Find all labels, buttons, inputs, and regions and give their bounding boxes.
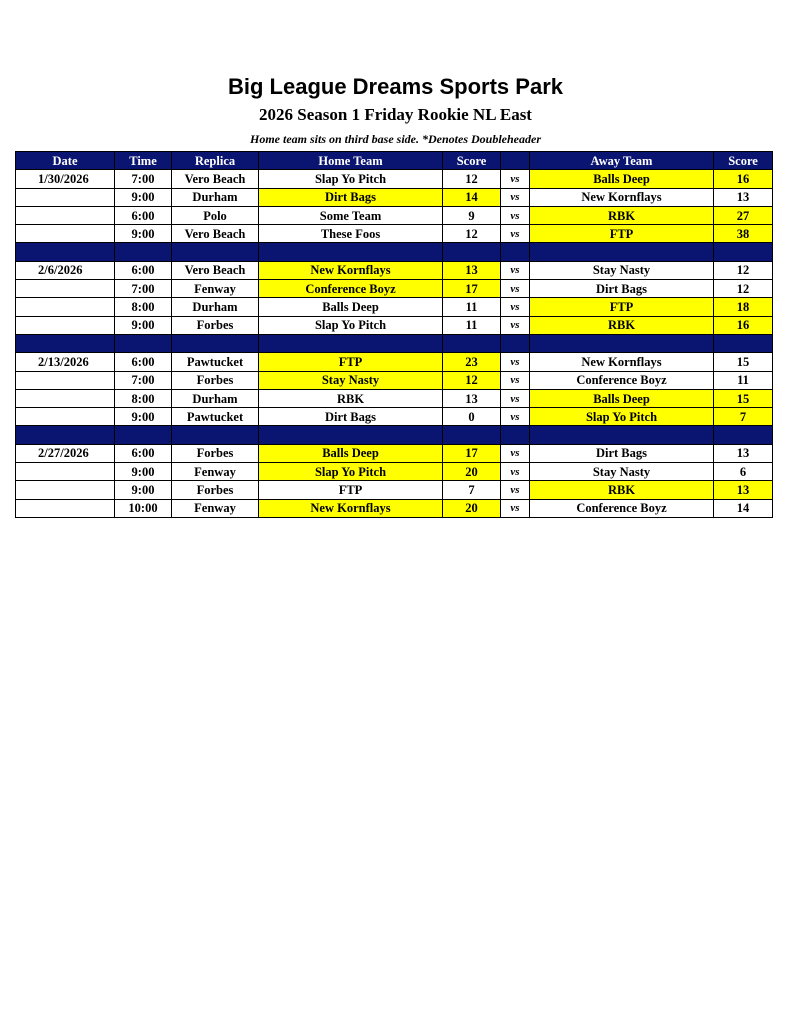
replica-cell: Durham <box>172 188 259 206</box>
separator-cell <box>501 243 530 261</box>
away-team-cell: Balls Deep <box>530 170 714 188</box>
header-vs <box>501 152 530 170</box>
vs-cell: vs <box>501 170 530 188</box>
date-cell <box>16 280 115 298</box>
away-team-cell: Dirt Bags <box>530 280 714 298</box>
separator-cell <box>115 426 172 444</box>
date-cell <box>16 481 115 499</box>
separator-cell <box>714 243 773 261</box>
table-row <box>16 225 773 243</box>
time-cell: 7:00 <box>115 280 172 298</box>
away-score-cell: 15 <box>714 389 773 407</box>
separator-cell <box>530 334 714 352</box>
vs-cell: vs <box>501 371 530 389</box>
away-team-cell: New Kornflays <box>530 188 714 206</box>
table-row <box>16 389 773 407</box>
replica-cell: Forbes <box>172 371 259 389</box>
home-score-cell: 7 <box>443 481 501 499</box>
table-row <box>16 206 773 224</box>
separator-cell <box>259 426 443 444</box>
page-subtitle: 2026 Season 1 Friday Rookie NL East <box>259 105 532 124</box>
vs-cell: vs <box>501 316 530 334</box>
away-score-cell: 13 <box>714 444 773 462</box>
replica-cell: Fenway <box>172 280 259 298</box>
separator-cell <box>115 243 172 261</box>
time-cell: 7:00 <box>115 371 172 389</box>
away-team-cell: Stay Nasty <box>530 463 714 481</box>
home-score-cell: 9 <box>443 206 501 224</box>
table-row <box>16 188 773 206</box>
home-score-cell: 12 <box>443 225 501 243</box>
header-away-team: Away Team <box>530 152 714 170</box>
home-score-cell: 13 <box>443 261 501 279</box>
home-team-cell: Balls Deep <box>259 298 443 316</box>
separator-cell <box>172 426 259 444</box>
vs-cell: vs <box>501 225 530 243</box>
home-team-cell: Dirt Bags <box>259 188 443 206</box>
away-team-cell: FTP <box>530 298 714 316</box>
away-score-cell: 38 <box>714 225 773 243</box>
header-away-score: Score <box>714 152 773 170</box>
away-score-cell: 13 <box>714 481 773 499</box>
vs-cell: vs <box>501 408 530 426</box>
home-score-cell: 20 <box>443 499 501 517</box>
away-score-cell: 12 <box>714 280 773 298</box>
header-home-team: Home Team <box>259 152 443 170</box>
vs-cell: vs <box>501 280 530 298</box>
replica-cell: Forbes <box>172 444 259 462</box>
separator-cell <box>714 426 773 444</box>
schedule-table <box>15 151 773 518</box>
replica-cell: Forbes <box>172 481 259 499</box>
separator-cell <box>16 334 115 352</box>
date-cell <box>16 408 115 426</box>
replica-cell: Forbes <box>172 316 259 334</box>
away-score-cell: 16 <box>714 316 773 334</box>
table-row <box>16 444 773 462</box>
vs-cell: vs <box>501 444 530 462</box>
separator-cell <box>443 243 501 261</box>
vs-cell: vs <box>501 188 530 206</box>
separator-cell <box>443 334 501 352</box>
schedule-body <box>16 170 773 518</box>
replica-cell: Vero Beach <box>172 261 259 279</box>
home-team-cell: Slap Yo Pitch <box>259 316 443 334</box>
week-separator-row <box>16 426 773 444</box>
time-cell: 9:00 <box>115 463 172 481</box>
replica-cell: Polo <box>172 206 259 224</box>
away-team-cell: RBK <box>530 316 714 334</box>
table-row <box>16 481 773 499</box>
date-cell <box>16 188 115 206</box>
page-title: Big League Dreams Sports Park <box>227 74 563 99</box>
home-team-cell: Some Team <box>259 206 443 224</box>
home-team-cell: These Foos <box>259 225 443 243</box>
away-score-cell: 15 <box>714 353 773 371</box>
separator-cell <box>530 426 714 444</box>
date-cell: 2/6/2026 <box>16 261 115 279</box>
time-cell: 7:00 <box>115 170 172 188</box>
separator-cell <box>501 334 530 352</box>
time-cell: 9:00 <box>115 481 172 499</box>
away-team-cell: Conference Boyz <box>530 499 714 517</box>
separator-cell <box>259 334 443 352</box>
date-cell <box>16 225 115 243</box>
away-team-cell: Slap Yo Pitch <box>530 408 714 426</box>
away-team-cell: RBK <box>530 206 714 224</box>
away-team-cell: Conference Boyz <box>530 371 714 389</box>
home-score-cell: 11 <box>443 298 501 316</box>
date-cell: 2/13/2026 <box>16 353 115 371</box>
away-team-cell: Balls Deep <box>530 389 714 407</box>
time-cell: 6:00 <box>115 444 172 462</box>
home-score-cell: 12 <box>443 371 501 389</box>
replica-cell: Vero Beach <box>172 225 259 243</box>
vs-cell: vs <box>501 389 530 407</box>
time-cell: 8:00 <box>115 298 172 316</box>
date-cell <box>16 371 115 389</box>
separator-cell <box>172 243 259 261</box>
date-cell: 2/27/2026 <box>16 444 115 462</box>
table-row <box>16 371 773 389</box>
home-team-cell: Slap Yo Pitch <box>259 463 443 481</box>
home-team-cell: Dirt Bags <box>259 408 443 426</box>
away-score-cell: 16 <box>714 170 773 188</box>
week-separator-row <box>16 243 773 261</box>
header-date: Date <box>16 152 115 170</box>
home-score-cell: 13 <box>443 389 501 407</box>
home-team-cell: Slap Yo Pitch <box>259 170 443 188</box>
separator-cell <box>172 334 259 352</box>
away-score-cell: 6 <box>714 463 773 481</box>
table-row <box>16 499 773 517</box>
home-team-cell: New Kornflays <box>259 261 443 279</box>
vs-cell: vs <box>501 353 530 371</box>
home-score-cell: 17 <box>443 280 501 298</box>
away-team-cell: New Kornflays <box>530 353 714 371</box>
replica-cell: Vero Beach <box>172 170 259 188</box>
time-cell: 10:00 <box>115 499 172 517</box>
date-cell <box>16 389 115 407</box>
away-score-cell: 11 <box>714 371 773 389</box>
home-score-cell: 20 <box>443 463 501 481</box>
home-team-cell: Stay Nasty <box>259 371 443 389</box>
separator-cell <box>259 243 443 261</box>
vs-cell: vs <box>501 298 530 316</box>
home-score-cell: 0 <box>443 408 501 426</box>
away-score-cell: 18 <box>714 298 773 316</box>
header-time: Time <box>115 152 172 170</box>
time-cell: 6:00 <box>115 353 172 371</box>
separator-cell <box>530 243 714 261</box>
home-team-cell: FTP <box>259 353 443 371</box>
replica-cell: Fenway <box>172 463 259 481</box>
away-score-cell: 13 <box>714 188 773 206</box>
table-header-row <box>16 152 773 170</box>
header-replica: Replica <box>172 152 259 170</box>
date-cell <box>16 499 115 517</box>
table-row <box>16 353 773 371</box>
time-cell: 9:00 <box>115 225 172 243</box>
replica-cell: Pawtucket <box>172 408 259 426</box>
table-row <box>16 280 773 298</box>
away-score-cell: 14 <box>714 499 773 517</box>
home-score-cell: 14 <box>443 188 501 206</box>
schedule-note: Home team sits on third base side. *Denotes Doubleheader <box>250 132 541 146</box>
date-cell <box>16 316 115 334</box>
away-score-cell: 27 <box>714 206 773 224</box>
replica-cell: Durham <box>172 298 259 316</box>
date-cell <box>16 206 115 224</box>
home-team-cell: RBK <box>259 389 443 407</box>
separator-cell <box>16 243 115 261</box>
table-row <box>16 261 773 279</box>
date-cell: 1/30/2026 <box>16 170 115 188</box>
away-score-cell: 12 <box>714 261 773 279</box>
vs-cell: vs <box>501 463 530 481</box>
time-cell: 9:00 <box>115 188 172 206</box>
week-separator-row <box>16 334 773 352</box>
vs-cell: vs <box>501 481 530 499</box>
replica-cell: Pawtucket <box>172 353 259 371</box>
separator-cell <box>115 334 172 352</box>
home-score-cell: 11 <box>443 316 501 334</box>
away-team-cell: Dirt Bags <box>530 444 714 462</box>
home-team-cell: Conference Boyz <box>259 280 443 298</box>
separator-cell <box>443 426 501 444</box>
separator-cell <box>714 334 773 352</box>
home-score-cell: 17 <box>443 444 501 462</box>
away-team-cell: FTP <box>530 225 714 243</box>
home-score-cell: 12 <box>443 170 501 188</box>
home-team-cell: Balls Deep <box>259 444 443 462</box>
away-score-cell: 7 <box>714 408 773 426</box>
replica-cell: Fenway <box>172 499 259 517</box>
table-row <box>16 298 773 316</box>
time-cell: 6:00 <box>115 261 172 279</box>
vs-cell: vs <box>501 206 530 224</box>
table-row <box>16 408 773 426</box>
separator-cell <box>501 426 530 444</box>
table-row <box>16 463 773 481</box>
vs-cell: vs <box>501 261 530 279</box>
time-cell: 9:00 <box>115 408 172 426</box>
vs-cell: vs <box>501 499 530 517</box>
table-row <box>16 316 773 334</box>
date-cell <box>16 463 115 481</box>
home-score-cell: 23 <box>443 353 501 371</box>
home-team-cell: New Kornflays <box>259 499 443 517</box>
header-home-score: Score <box>443 152 501 170</box>
replica-cell: Durham <box>172 389 259 407</box>
away-team-cell: RBK <box>530 481 714 499</box>
time-cell: 6:00 <box>115 206 172 224</box>
home-team-cell: FTP <box>259 481 443 499</box>
away-team-cell: Stay Nasty <box>530 261 714 279</box>
time-cell: 9:00 <box>115 316 172 334</box>
table-row <box>16 170 773 188</box>
time-cell: 8:00 <box>115 389 172 407</box>
date-cell <box>16 298 115 316</box>
separator-cell <box>16 426 115 444</box>
